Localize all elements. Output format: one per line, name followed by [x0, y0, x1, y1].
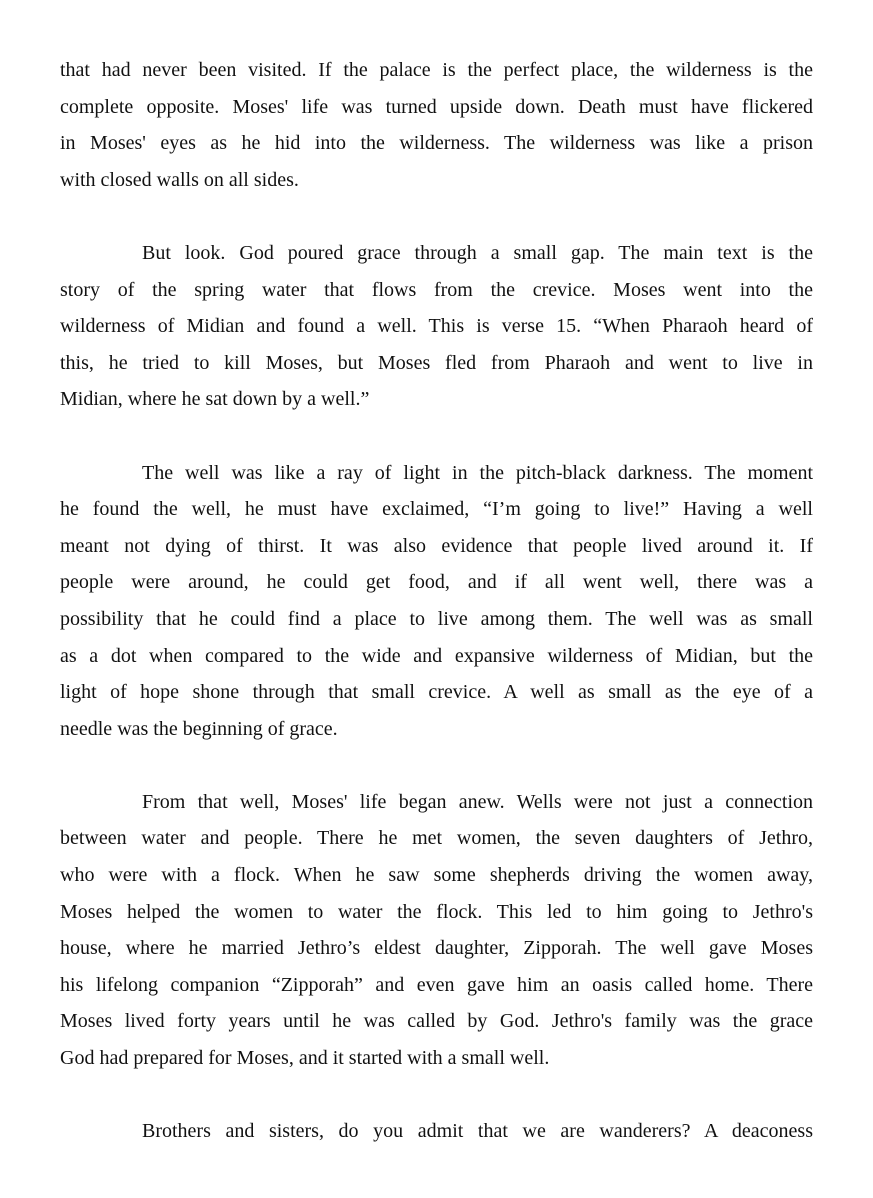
- text-line: that had never been visited. If the palace is the perfect place, the wilderness is the: [60, 59, 813, 81]
- text-line: But look. God poured grace through a small gap. The main text is the: [142, 241, 813, 264]
- text-line: God had prepared for Moses, and it started with a small well.: [60, 1047, 550, 1070]
- text-line: The well was like a ray of light in the pitch-black darkness. The moment: [142, 461, 813, 484]
- text-line: Brothers and sisters, do you admit that we are wanderers? A deaconess: [142, 1120, 813, 1143]
- text-line: with closed walls on all sides.: [60, 168, 299, 191]
- text-line: who were with a flock. When he saw some shepherds driving the women away,: [60, 864, 813, 887]
- text-line: Moses lived forty years until he was called by God. Jethro's family was the grace: [60, 1010, 813, 1033]
- text-line: complete opposite. Moses' life was turned upside down. Death must have flickered: [60, 95, 813, 118]
- text-line: needle was the beginning of grace.: [60, 717, 338, 740]
- text-line: meant not dying of thirst. It was also evidence that people lived around it. If: [60, 534, 813, 557]
- paragraph-3: [60, 455, 813, 748]
- paragraph-2: [60, 235, 813, 418]
- paragraph-gap: [60, 747, 813, 784]
- paragraph-4: [60, 784, 813, 1077]
- paragraph-1: [60, 52, 813, 198]
- text-line: his lifelong companion “Zipporah” and even gave him an oasis called home. There: [60, 973, 813, 996]
- text-line: Midian, where he sat down by a well.”: [60, 388, 370, 411]
- document-page: [60, 52, 813, 1150]
- text-line: in Moses' eyes as he hid into the wilderness. The wilderness was like a prison: [60, 132, 813, 155]
- text-line: possibility that he could find a place to live among them. The well was as small: [60, 607, 813, 630]
- text-line: he found the well, he must have exclaimed, “I’m going to live!” Having a well: [60, 498, 813, 521]
- text-line: wilderness of Midian and found a well. This is verse 15. “When Pharaoh heard of: [60, 315, 813, 338]
- text-line: between water and people. There he met women, the seven daughters of Jethro,: [60, 827, 813, 850]
- text-line: people were around, he could get food, and if all went well, there was a: [60, 571, 813, 594]
- paragraph-gap: [60, 198, 813, 235]
- paragraph-gap: [60, 418, 813, 455]
- paragraph-5: [60, 1113, 813, 1150]
- paragraph-gap: [60, 1077, 813, 1114]
- text-line: house, where he married Jethro’s eldest daughter, Zipporah. The well gave Moses: [60, 937, 813, 960]
- text-line: as a dot when compared to the wide and expansive wilderness of Midian, but the: [60, 644, 813, 667]
- text-line: story of the spring water that flows from the crevice. Moses went into the: [60, 278, 813, 301]
- text-line: this, he tried to kill Moses, but Moses fled from Pharaoh and went to live in: [60, 351, 813, 374]
- text-line: From that well, Moses' life began anew. Wells were not just a connection: [142, 790, 813, 813]
- text-line: light of hope shone through that small crevice. A well as small as the eye of a: [60, 681, 813, 704]
- text-line: Moses helped the women to water the flock. This led to him going to Jethro's: [60, 900, 813, 923]
